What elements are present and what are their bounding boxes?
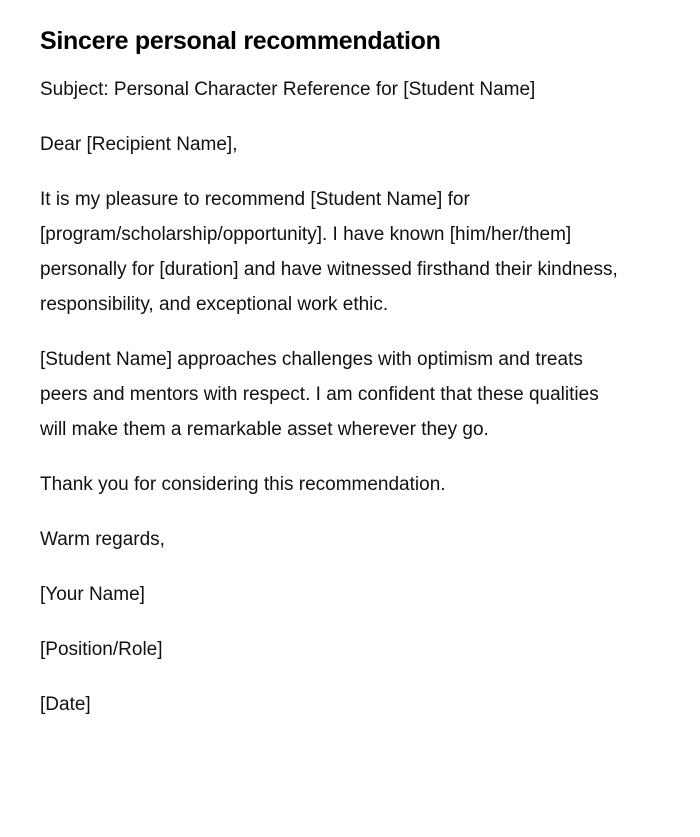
body-paragraph-2: [Student Name] approaches challenges with optimism and treats peers and mentors with respect. I am confident that these qualities will make them a remarkable asset wherever they go. bbox=[40, 349, 599, 440]
salutation: Dear [Recipient Name], bbox=[40, 134, 238, 155]
signature-name: [Your Name] bbox=[40, 584, 145, 605]
closing: Warm regards, bbox=[40, 529, 165, 550]
signature-date: [Date] bbox=[40, 694, 91, 715]
signature-position: [Position/Role] bbox=[40, 639, 163, 660]
body-paragraph-3: Thank you for considering this recommendation. bbox=[40, 474, 446, 495]
body-paragraph-1: It is my pleasure to recommend [Student Name] for [program/scholarship/opportunity]. I have known [him/her/them] personally for [duration] and have witnessed firsthand their kindness, responsibility, and exceptional work ethic. bbox=[40, 189, 618, 315]
subject-line: Subject: Personal Character Reference for [Student Name] bbox=[40, 79, 536, 100]
document-title: Sincere personal recommendation bbox=[40, 27, 441, 55]
